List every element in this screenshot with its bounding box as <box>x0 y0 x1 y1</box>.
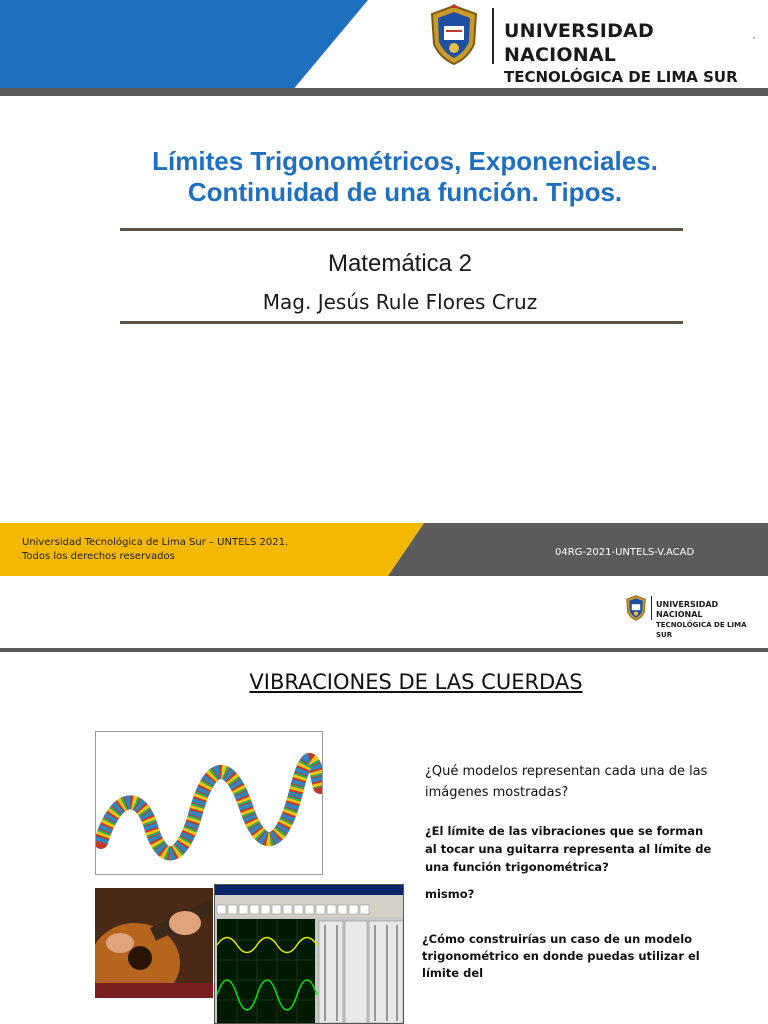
university-name-line1: UNIVERSIDAD NACIONAL <box>504 20 654 66</box>
title-line-2: Continuidad de una función. Tipos. <box>187 177 623 207</box>
guitar-illustration <box>95 888 213 998</box>
title-line-1: Límites Trigonométricos, Exponenciales. <box>152 146 658 176</box>
copyright-line-1: Universidad Tecnológica de Lima Sur – UNTELS 2021. <box>22 537 289 548</box>
question-models: ¿Qué modelos representan cada una de las imágenes mostradas? <box>425 764 708 800</box>
slide-gap <box>0 576 768 588</box>
university-name-line2: TECNOLÓGICA DE LIMA SUR <box>504 67 738 86</box>
slide2-name-line1: UNIVERSIDAD NACIONAL <box>656 600 719 619</box>
university-logo <box>410 0 768 88</box>
oscilloscope-illustration <box>215 885 404 1024</box>
slide2-university-name <box>656 600 765 640</box>
title-divider-top <box>120 228 683 231</box>
slide2-title: VIBRACIONES DE LAS CUERDAS <box>249 670 583 694</box>
slide2-logo-separator <box>651 596 652 620</box>
university-name <box>504 20 768 86</box>
content-slide <box>0 588 768 1024</box>
presentation-title <box>60 146 750 208</box>
header-blue-band <box>0 0 368 88</box>
rope-illustration <box>96 732 323 875</box>
course-subject: Matemática 2 <box>327 250 473 277</box>
slide2-seal-icon <box>625 594 647 622</box>
rope-spiral-image <box>95 731 323 875</box>
question-guitar-limit: ¿El límite de las vibraciones que se forman al tocar una guitarra representa al límite de una función trigonométrica? <box>425 824 712 874</box>
author-name: Mag. Jesús Rule Flores Cruz <box>262 290 538 314</box>
copyright-line-2: Todos los derechos reservados <box>22 551 175 562</box>
header-gray-line <box>0 88 768 96</box>
footer-copyright <box>22 536 288 564</box>
slide2-header-line <box>0 648 768 652</box>
question-mismo: mismo? <box>425 887 475 901</box>
slide2-name-line2: TECNOLÓGICA DE LIMA SUR <box>656 621 747 639</box>
document-code: 04RG-2021-UNTELS-V.ACAD <box>555 547 695 558</box>
guitar-playing-image <box>95 888 213 998</box>
question-build-model: ¿Cómo construirías un caso de un modelo trigonométrico en donde puedas utilizar el límite del <box>422 932 700 980</box>
logo-separator <box>492 8 494 64</box>
title-divider-bottom <box>120 321 683 324</box>
university-seal-icon <box>428 4 480 66</box>
decorative-dot: · <box>752 30 756 44</box>
oscilloscope-screenshot-image <box>214 884 404 1024</box>
slide2-university-logo <box>625 592 765 639</box>
